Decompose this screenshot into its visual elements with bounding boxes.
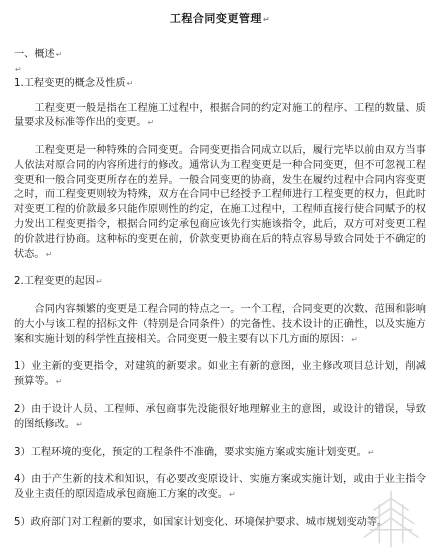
section-heading: 一、概述↵ xyxy=(14,49,63,60)
paragraph-mark: ↵ xyxy=(55,50,63,59)
paragraph-mark: ↵ xyxy=(76,419,83,429)
paragraph-mark: ↵ xyxy=(126,79,134,88)
subsection-heading-2: 2.工程变更的起因↵ xyxy=(14,276,103,288)
paragraph-2: 工程变更是一种特殊的合同变更。合同变更指合同成立以后，履行完毕以前由双方当事人依法对原合同的内容所进行的修改。通常认为工程变更是一种合同变更，但不可忽视工程变更和一般合同变更所存在的差异。一般合同变更的协商，发生在履约过程中合同内容变更之时，而工程变更则较为特殊，双方在合同中已经授予工程师进行工程变更的权力，但此时对变更工程的价款最多只能作原则性的约定，在施工过程中，工程师直接行使合同赋予的权力发出工程变更指令，根据合同约定承包商应该先行实施该指令，此后，双方可对变更工程的价款进行协商。这种标的变更在前，价款变更协商在后的特点容易导致合同处于不确定的状态。↵ xyxy=(14,145,426,260)
document-title: 工程合同变更管理↵ xyxy=(169,12,271,25)
paragraph-mark: ↵ xyxy=(15,64,22,74)
paragraph-mark: ↵ xyxy=(262,15,271,24)
watermark-logo-icon xyxy=(352,484,430,554)
paragraph-3: 合同内容频繁的变更是工程合同的特点之一。一个工程，合同变更的次数、范围和影响的大小与该工程的招标文件（特别是合同条件）的完备性、技术设计的正确性，以及实施方案和实施计划的科学性直接相关。合同变更一般主要有以下几方面的原因：↵ xyxy=(14,303,426,345)
paragraph-mark: ↵ xyxy=(96,277,103,287)
paragraph-mark: ↵ xyxy=(55,377,63,387)
paragraph-mark: ↵ xyxy=(367,447,375,457)
paragraph-mark: ↵ xyxy=(147,118,155,128)
empty-paragraph xyxy=(14,63,426,78)
paragraph-mark: ↵ xyxy=(45,249,53,259)
paragraph-mark: ↵ xyxy=(351,334,358,344)
subsection-heading-1: 1.工程变更的概念及性质↵ xyxy=(14,78,134,89)
paragraph-mark: ↵ xyxy=(228,490,236,500)
list-item: 1）业主新的变更指令，对建筑的新要求。如业主有新的意图，业主修改项目总计划，削减预算等。↵ xyxy=(14,361,426,388)
list-item: 3）工程环境的变化，预定的工程条件不准确，要求实施方案或实施计划变更。↵ xyxy=(14,446,375,458)
list-item: 5）政府部门对工程新的要求，如国家计划变化、环境保护要求、城市规划变动等。 xyxy=(14,516,388,528)
paragraph-1: 工程变更一般是指在工程施工过程中，根据合同的约定对施工的程序、工程的数量、质量要求及标准等作出的变更。↵ xyxy=(14,102,426,129)
list-item: 2）由于设计人员、工程师、承包商事先没能很好地理解业主的意图，或设计的错误，导致的图纸修改。↵ xyxy=(14,403,426,430)
list-item: 4）由于产生新的技术和知识，有必要改变原设计、实施方案或实施计划，或由于业主指令及业主责任的原因造成承包商施工方案的改变。↵ xyxy=(14,474,426,501)
